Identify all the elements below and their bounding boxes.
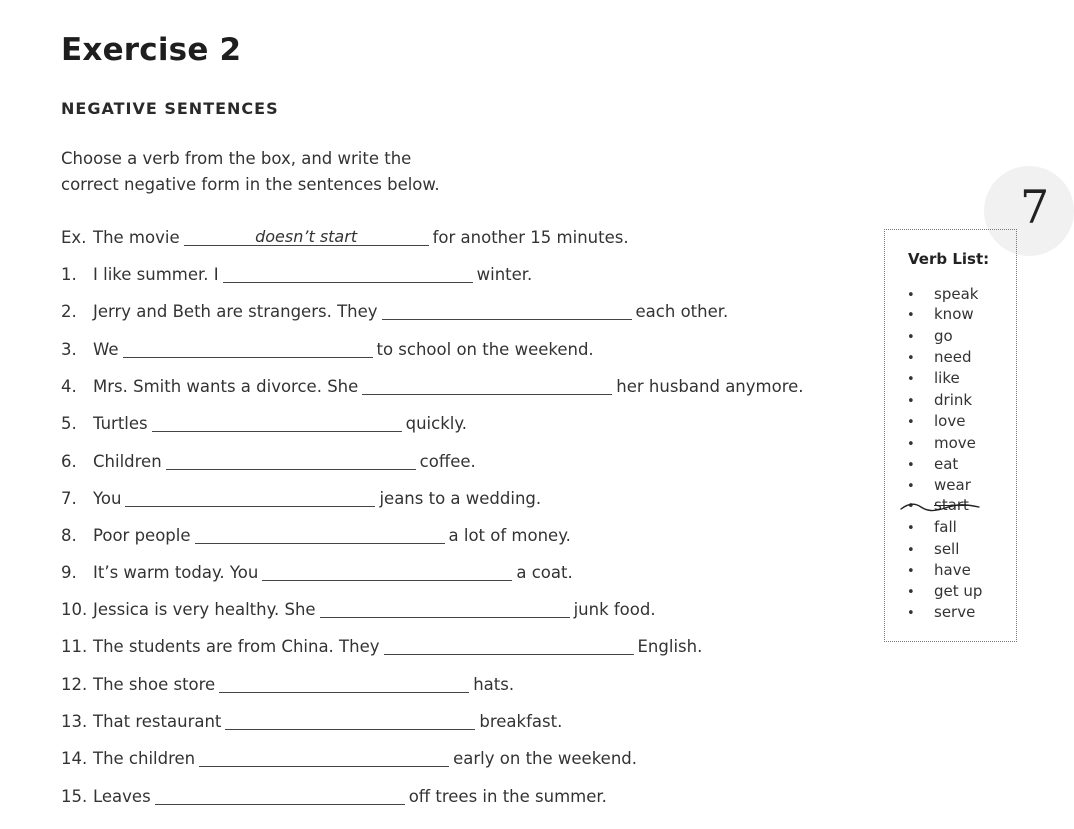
- sentence-before: Jerry and Beth are strangers. They: [93, 302, 378, 321]
- verb-list-title: Verb List:: [908, 250, 990, 268]
- sentence-number: 14.: [61, 749, 88, 768]
- verb-item: • drink: [907, 391, 973, 409]
- sentence-after: each other.: [635, 302, 729, 321]
- answer-blank[interactable]: [384, 635, 634, 655]
- bullet: •: [907, 415, 915, 430]
- bullet: •: [907, 288, 915, 303]
- sentence-number: 5.: [61, 414, 77, 433]
- sentence-row-14: [61, 744, 637, 768]
- answer-blank[interactable]: [320, 598, 570, 618]
- sentence-after: for another 15 minutes.: [432, 228, 629, 247]
- sentence-before: The shoe store: [93, 675, 216, 694]
- bullet: •: [907, 543, 915, 558]
- sentence-number: 10.: [61, 600, 88, 619]
- verb-item: • move: [907, 434, 976, 452]
- verb-item: • get up: [907, 582, 983, 600]
- sentence-before: Jessica is very healthy. She: [93, 600, 316, 619]
- verb-item: • need: [907, 348, 972, 366]
- bullet: •: [907, 499, 915, 514]
- answer-blank[interactable]: [125, 487, 375, 507]
- sentence-before: Children: [93, 452, 162, 471]
- bullet: •: [907, 437, 915, 452]
- sentence-number: 8.: [61, 526, 77, 545]
- bullet: •: [907, 585, 915, 600]
- verb-item: • sell: [907, 540, 960, 558]
- sentence-before: The students are from China. They: [93, 637, 380, 656]
- sentence-after: a coat.: [516, 563, 573, 582]
- sentence-after: her husband anymore.: [616, 377, 804, 396]
- verb-item: • fall: [907, 518, 957, 536]
- sentence-after: English.: [637, 637, 703, 656]
- verb-list-box: [884, 229, 1017, 642]
- sentence-number: 15.: [61, 787, 88, 806]
- exercise-title: Exercise 2: [61, 32, 242, 68]
- sentence-before: You: [93, 489, 122, 508]
- verb-item: • love: [907, 412, 966, 430]
- verb-item: • like: [907, 369, 960, 387]
- answer-blank[interactable]: [262, 561, 512, 581]
- verb-item: • wear: [907, 476, 971, 494]
- sentence-row-13: [61, 707, 562, 731]
- instruction-line-1: Choose a verb from the box, and write the: [61, 149, 412, 168]
- verb-item: • know: [907, 305, 974, 323]
- answer-blank[interactable]: [123, 338, 373, 358]
- sentence-row-9: [61, 558, 573, 582]
- verb-item: • serve: [907, 603, 976, 621]
- verb-item: • go: [907, 327, 953, 345]
- bullet: •: [907, 479, 915, 494]
- sentence-after: quickly.: [405, 414, 468, 433]
- sentence-before: Leaves: [93, 787, 151, 806]
- bullet: •: [907, 458, 915, 473]
- sentence-before: Poor people: [93, 526, 191, 545]
- sentence-before: It’s warm today. You: [93, 563, 259, 582]
- sentence-row-10: [61, 595, 656, 619]
- sentence-number: 11.: [61, 637, 88, 656]
- sentence-row-7: [61, 484, 541, 508]
- handwritten-strike-mark: [899, 501, 983, 515]
- sentence-number: 9.: [61, 563, 77, 582]
- sentence-number: 2.: [61, 302, 77, 321]
- sentence-row-8: [61, 521, 571, 545]
- verb-item: • have: [907, 561, 971, 579]
- verb-item-crossed-out: • start: [907, 496, 969, 514]
- sentence-row-5: [61, 409, 467, 433]
- sentence-before: The movie: [93, 228, 180, 247]
- sentence-after: to school on the weekend.: [376, 340, 594, 359]
- sentence-row-11: [61, 632, 702, 656]
- verb-item: • speak: [907, 285, 979, 303]
- sentence-row-3: [61, 335, 594, 359]
- bullet: •: [907, 564, 915, 579]
- answer-blank[interactable]: [199, 747, 449, 767]
- sentence-row-4: [61, 372, 804, 396]
- answer-blank[interactable]: [184, 226, 429, 246]
- verb-item: • eat: [907, 455, 959, 473]
- sentence-row-12: [61, 670, 514, 694]
- sentence-row-2: [61, 297, 728, 321]
- sentence-before: Mrs. Smith wants a divorce. She: [93, 377, 359, 396]
- sentence-row-1: [61, 260, 532, 284]
- bullet: •: [907, 330, 915, 345]
- page-number: 7: [1020, 180, 1050, 234]
- example-sentence: [61, 223, 629, 247]
- bullet: •: [907, 372, 915, 387]
- sentence-number: 7.: [61, 489, 77, 508]
- sentence-number: 3.: [61, 340, 77, 359]
- bullet: •: [907, 308, 915, 323]
- sentence-after: breakfast.: [479, 712, 563, 731]
- sentence-after: a lot of money.: [448, 526, 571, 545]
- answer-blank[interactable]: [152, 412, 402, 432]
- sentence-before: That restaurant: [93, 712, 222, 731]
- sentence-after: winter.: [476, 265, 533, 284]
- bullet: •: [907, 521, 915, 536]
- example-label: Ex.: [61, 228, 87, 247]
- sentence-before: I like summer. I: [93, 265, 219, 284]
- bullet: •: [907, 394, 915, 409]
- answer-blank[interactable]: [166, 450, 416, 470]
- sentence-after: jeans to a wedding.: [379, 489, 542, 508]
- sentence-number: 12.: [61, 675, 88, 694]
- sentence-number: 13.: [61, 712, 88, 731]
- sentence-after: early on the weekend.: [453, 749, 637, 768]
- bullet: •: [907, 351, 915, 366]
- answer-blank[interactable]: [219, 673, 469, 693]
- instruction-line-2: correct negative form in the sentences below.: [61, 175, 440, 194]
- sentence-after: hats.: [473, 675, 515, 694]
- instructions: [61, 146, 481, 198]
- sentence-before: Turtles: [93, 414, 148, 433]
- sentence-before: The children: [93, 749, 196, 768]
- sentence-after: coffee.: [419, 452, 476, 471]
- answer-blank[interactable]: [362, 375, 612, 395]
- answer-blank[interactable]: [225, 710, 475, 730]
- sentence-number: 6.: [61, 452, 77, 471]
- section-subtitle: NEGATIVE SENTENCES: [61, 99, 279, 118]
- answer-blank[interactable]: [223, 263, 473, 283]
- sentence-row-15: [61, 782, 607, 806]
- sentence-after: junk food.: [573, 600, 656, 619]
- answer-blank[interactable]: [155, 785, 405, 805]
- sentence-after: off trees in the summer.: [408, 787, 607, 806]
- sentence-number: 4.: [61, 377, 77, 396]
- answer-blank[interactable]: [382, 300, 632, 320]
- sentence-before: We: [93, 340, 119, 359]
- bullet: •: [907, 606, 915, 621]
- example-answer: doesn’t start: [255, 227, 358, 246]
- sentence-number: 1.: [61, 265, 77, 284]
- answer-blank[interactable]: [195, 524, 445, 544]
- sentence-row-6: [61, 447, 476, 471]
